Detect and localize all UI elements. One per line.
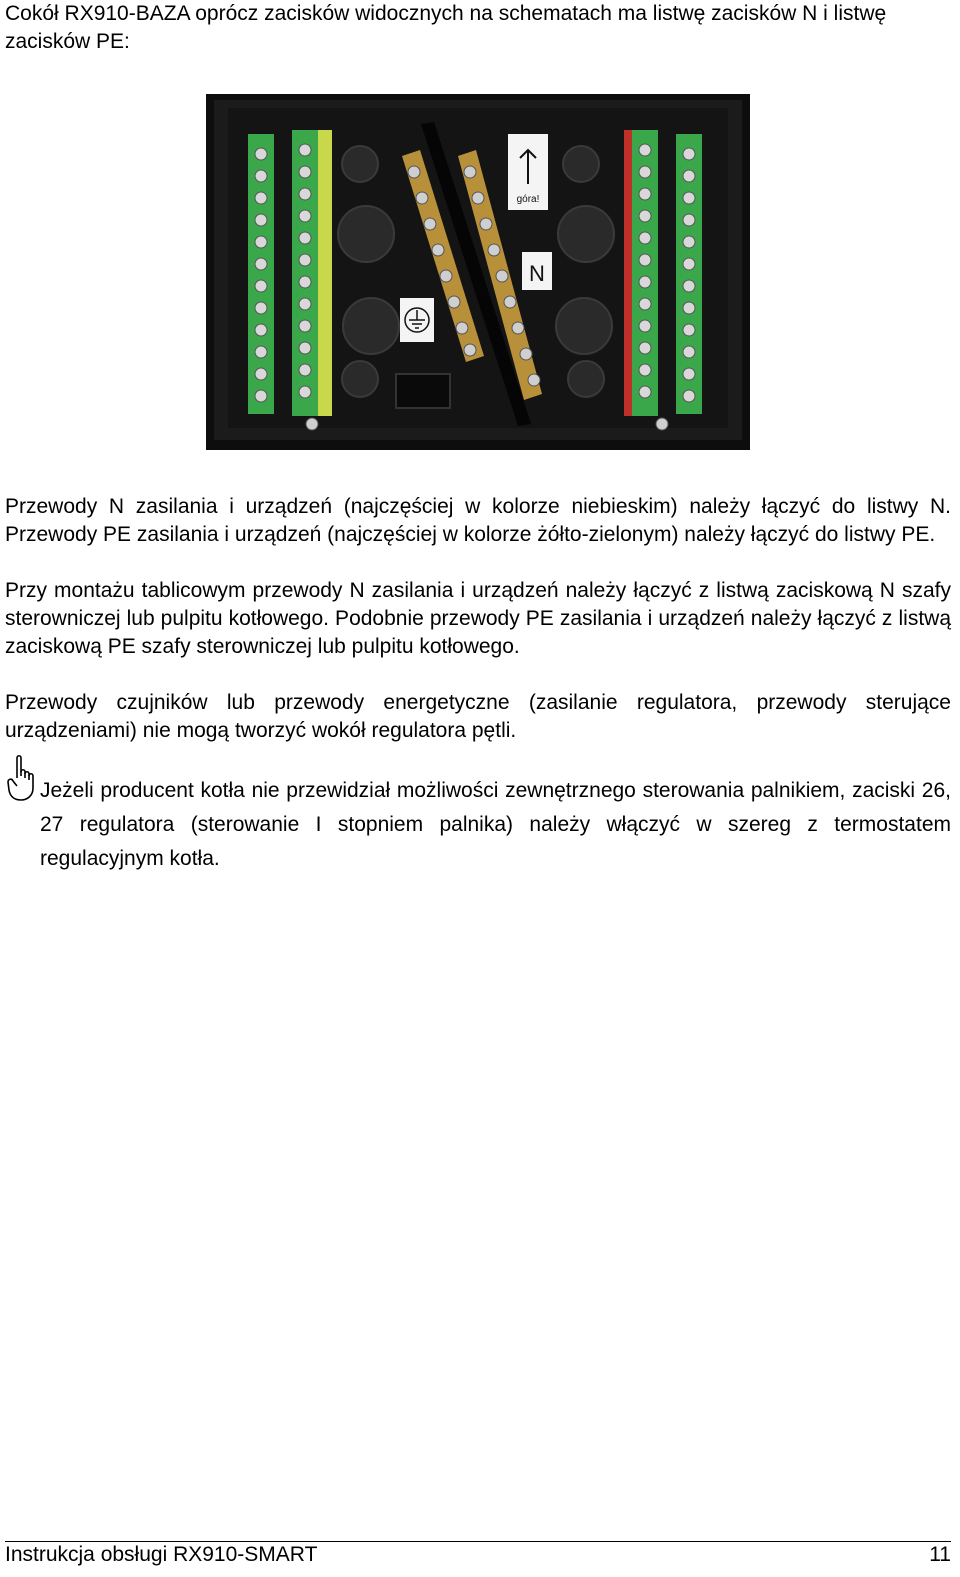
note-text: Jeżeli producent kotła nie przewidział możliwości zewnętrznego sterowania palnikiem, zaciski 26, 27 regulatora (sterowanie I stopniem palnika) należy włączyć w szereg z termostatem regulacyjnym kotła. [40,779,951,870]
label-up: góra! [516,194,540,205]
footer-title: Instrukcja obsługi RX910-SMART [5,1543,318,1566]
paragraph-panel-mounting: Przy montażu tablicowym przewody N zasilania i urządzeń należy łączyć z listwą zaciskową N szafy sterowniczej lub pulpitu kotłowego. Podobnie przewody PE zasilania i urządzeń należy łączyć z listwą zaciskową PE szafy sterowniczej lub pulpitu kotłowego. [5,579,951,658]
terminal-base-photo [206,94,750,450]
paragraph-n-pe-wires: Przewody N zasilania i urządzeń (najczęściej w kolorze niebieskim) należy łączyć do listwy N. Przewody PE zasilania i urządzeń (najczęściej w kolorze żółto-zielonym) należy łączyć do listwy PE. [5,495,951,546]
page-number: 11 [929,1543,951,1566]
pointing-hand-icon [5,754,35,804]
label-n: N [529,261,545,286]
intro-text: Cokół RX910-BAZA oprócz zacisków widocznych na schematach ma listwę zacisków N i listwę zacisków PE: [5,2,887,53]
paragraph-no-loops: Przewody czujników lub przewody energetyczne (zasilanie regulatora, przewody sterujące urządzeniami) nie mogą tworzyć wokół regulatora pętli. [5,691,951,742]
